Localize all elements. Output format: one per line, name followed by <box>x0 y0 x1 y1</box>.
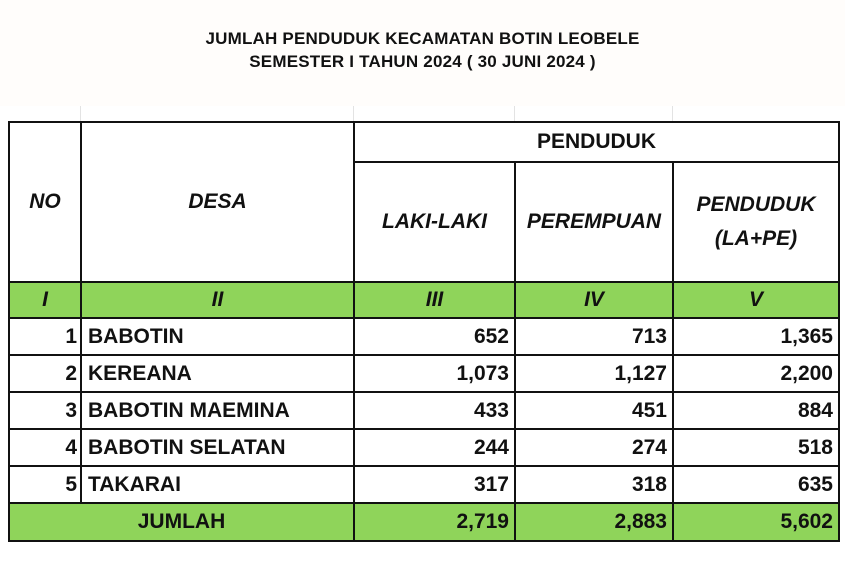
table-row <box>9 355 839 392</box>
row-perempuan: 1,127 <box>515 355 673 392</box>
row-total: 2,200 <box>673 355 839 392</box>
roman-col-4: IV <box>515 282 673 318</box>
row-laki: 433 <box>354 392 515 429</box>
row-no: 3 <box>9 392 81 429</box>
row-perempuan: 274 <box>515 429 673 466</box>
row-total: 884 <box>673 392 839 429</box>
row-laki: 652 <box>354 318 515 355</box>
row-total: 635 <box>673 466 839 503</box>
row-desa: BABOTIN <box>81 318 354 355</box>
row-no: 5 <box>9 466 81 503</box>
row-laki: 1,073 <box>354 355 515 392</box>
row-total: 518 <box>673 429 839 466</box>
row-no: 2 <box>9 355 81 392</box>
header-perempuan: PEREMPUAN <box>515 162 673 282</box>
row-perempuan: 451 <box>515 392 673 429</box>
row-desa: BABOTIN SELATAN <box>81 429 354 466</box>
document-subtitle: SEMESTER I TAHUN 2024 ( 30 JUNI 2024 ) <box>249 52 596 71</box>
row-total: 1,365 <box>673 318 839 355</box>
total-perempuan: 2,883 <box>515 503 673 541</box>
row-desa: BABOTIN MAEMINA <box>81 392 354 429</box>
header-no: NO <box>9 122 81 282</box>
row-perempuan: 318 <box>515 466 673 503</box>
row-desa: KEREANA <box>81 355 354 392</box>
total-row <box>9 503 839 541</box>
roman-col-5: V <box>673 282 839 318</box>
table-row <box>9 392 839 429</box>
total-label: JUMLAH <box>9 503 354 541</box>
roman-col-3: III <box>354 282 515 318</box>
table-row <box>9 429 839 466</box>
roman-col-1: I <box>9 282 81 318</box>
roman-col-2: II <box>81 282 354 318</box>
table-row <box>9 466 839 503</box>
row-no: 4 <box>9 429 81 466</box>
header-penduduk-total-line1: PENDUDUK <box>696 193 816 216</box>
document-title: JUMLAH PENDUDUK KECAMATAN BOTIN LEOBELE <box>205 29 640 48</box>
header-laki-laki: LAKI-LAKI <box>354 162 515 282</box>
row-laki: 317 <box>354 466 515 503</box>
row-laki: 244 <box>354 429 515 466</box>
spreadsheet-gridlines <box>0 106 845 122</box>
population-table <box>8 121 840 542</box>
row-desa: TAKARAI <box>81 466 354 503</box>
header-penduduk-total <box>673 162 839 282</box>
header-penduduk-group: PENDUDUK <box>354 122 839 162</box>
header-penduduk-total-line2: (LA+PE) <box>714 227 798 250</box>
total-penduduk: 5,602 <box>673 503 839 541</box>
header-desa: DESA <box>81 122 354 282</box>
row-perempuan: 713 <box>515 318 673 355</box>
row-no: 1 <box>9 318 81 355</box>
table-row <box>9 318 839 355</box>
total-laki: 2,719 <box>354 503 515 541</box>
